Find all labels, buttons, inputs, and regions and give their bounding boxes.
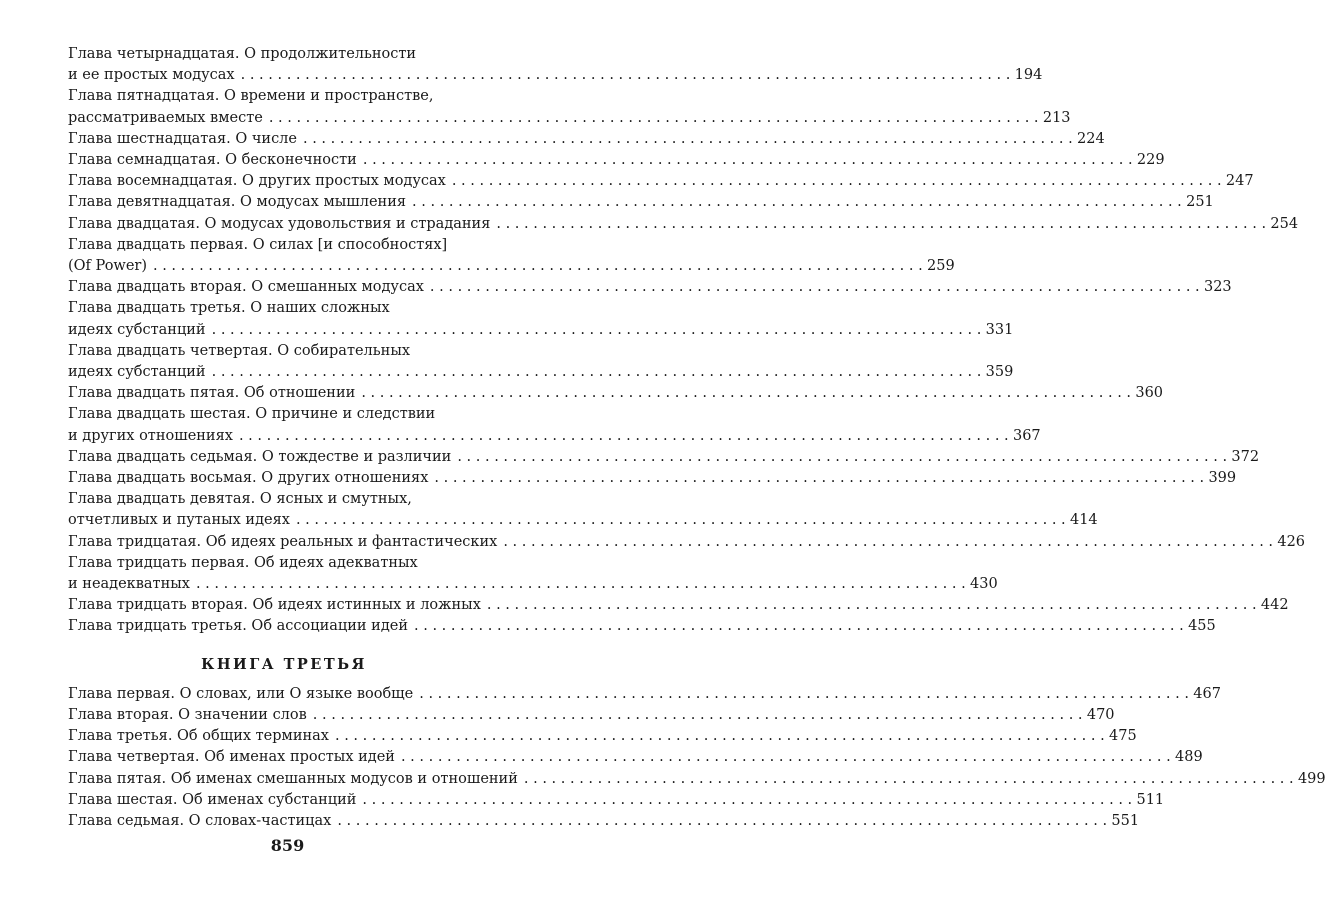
- toc-entry-page: 251: [1186, 194, 1214, 211]
- dot-leader: [153, 256, 923, 277]
- toc-entry-title: Глава двадцать шестая. О причине и следствии: [68, 406, 436, 423]
- toc-entry-page: 194: [1014, 67, 1043, 84]
- toc-entry-line: [68, 684, 1221, 705]
- dot-leader: [313, 705, 1083, 726]
- toc-entry-title: Глава двадцатая. О модусах удовольствия и страдания: [68, 215, 491, 232]
- toc-entry[interactable]: [68, 811, 1140, 832]
- dot-leader: [430, 277, 1200, 298]
- toc-entry-page: 511: [1136, 791, 1165, 808]
- toc-entry-line: [68, 574, 998, 595]
- dot-leader: [524, 769, 1294, 790]
- toc-entry-title: Глава двадцать девятая. О ясных и смутных,: [68, 491, 412, 508]
- toc-entry-line: [68, 510, 1098, 531]
- toc-entry-page: 367: [1012, 427, 1041, 444]
- toc-entry-line: [68, 235, 500, 256]
- page-number: 859: [270, 836, 305, 855]
- toc-entry-line: [68, 192, 1214, 213]
- dot-leader: [362, 790, 1132, 811]
- toc-entry-title: рассматриваемых вместе: [68, 109, 263, 126]
- toc-entry-title: идеях субстанций: [68, 321, 206, 338]
- toc-entry-page: 489: [1175, 749, 1203, 766]
- toc-entry-title: Глава тридцать первая. Об идеях адекватных: [68, 554, 418, 571]
- toc-entry-line: [68, 468, 1237, 489]
- toc-entry-title: Глава четвертая. Об именах простых идей: [68, 749, 395, 766]
- dot-leader: [337, 811, 1107, 832]
- toc-entry-page: 359: [985, 364, 1014, 381]
- toc-entry-page: 224: [1077, 130, 1105, 147]
- toc-entry-line: [68, 447, 1260, 468]
- toc-entry-title: Глава двадцать седьмая. О тождестве и различии: [68, 448, 452, 465]
- toc-entry-line: [68, 171, 1254, 192]
- toc-entry-page: 254: [1270, 215, 1299, 232]
- toc-entry-title: и неадекватных: [68, 576, 190, 593]
- toc-entry-page: 455: [1188, 618, 1216, 635]
- toc-entry-title: (Of Power): [68, 258, 147, 275]
- toc-entry-title: Глава девятнадцатая. О модусах мышления: [68, 194, 407, 211]
- toc-entry[interactable]: [68, 532, 1306, 553]
- toc-entry-page: 259: [927, 258, 955, 275]
- toc-entry-title: Глава двадцать четвертая. О собирательных: [68, 342, 411, 359]
- dot-leader: [269, 108, 1039, 129]
- toc-entry[interactable]: [68, 726, 1137, 747]
- toc-entry-page: 467: [1193, 685, 1221, 702]
- toc-entry[interactable]: [68, 298, 1014, 340]
- toc-entry-page: 247: [1225, 173, 1254, 190]
- toc-entry-line: [68, 44, 500, 65]
- dot-leader: [487, 595, 1257, 616]
- toc-entry-line: [68, 298, 500, 319]
- toc-entry-title: Глава пятнадцатая. О времени и пространстве,: [68, 88, 434, 105]
- dot-leader: [419, 684, 1189, 705]
- toc-entry-title: Глава первая. О словах, или О языке вообще: [68, 685, 414, 702]
- dot-leader: [401, 747, 1171, 768]
- toc-entry-title: Глава восемнадцатая. О других простых модусах: [68, 173, 446, 190]
- toc-entry-page: 414: [1069, 512, 1098, 529]
- toc-entry-page: 229: [1136, 152, 1165, 169]
- dot-leader: [496, 214, 1266, 235]
- toc-entry[interactable]: [68, 341, 1014, 383]
- toc-entry-title: Глава четырнадцатая. О продолжительности: [68, 46, 417, 62]
- toc-entry-title: Глава пятая. Об именах смешанных модусов и отношений: [68, 770, 518, 787]
- toc-entry-page: 372: [1231, 448, 1260, 465]
- toc-entry-title: отчетливых и путаных идеях: [68, 512, 290, 529]
- toc-entry-line: [68, 769, 1326, 790]
- toc-entry-line: [68, 65, 1043, 86]
- toc-entry[interactable]: [68, 171, 1254, 192]
- toc-entry[interactable]: [68, 404, 1041, 446]
- toc-entry-page: 213: [1042, 109, 1071, 126]
- toc-entry-line: [68, 108, 1071, 129]
- toc-entry-title: Глава семнадцатая. О бесконечности: [68, 152, 357, 169]
- toc-entry-title: Глава седьмая. О словах-частицах: [68, 812, 332, 829]
- dot-leader: [452, 171, 1222, 192]
- toc-entry-title: Глава двадцать вторая. О смешанных модусах: [68, 279, 424, 296]
- dot-leader: [503, 532, 1273, 553]
- toc-entry-line: [68, 811, 1140, 832]
- toc-entry[interactable]: [68, 468, 1237, 489]
- toc-entry-page: 323: [1203, 279, 1232, 296]
- table-of-contents: [68, 44, 1326, 832]
- toc-entry-line: [68, 86, 500, 107]
- toc-entry-line: [68, 362, 1014, 383]
- toc-entry-line: [68, 277, 1232, 298]
- toc-entry[interactable]: [68, 235, 955, 277]
- toc-entry-title: Глава вторая. О значении слов: [68, 706, 307, 723]
- toc-entry-title: Глава шестая. Об именах субстанций: [68, 791, 357, 808]
- toc-entry[interactable]: [68, 129, 1105, 150]
- toc-entry-line: [68, 595, 1289, 616]
- toc-entry-page: 470: [1086, 706, 1115, 723]
- toc-entry-page: 426: [1277, 533, 1306, 550]
- toc-entry-title: Глава двадцать восьмая. О других отношениях: [68, 470, 429, 487]
- toc-entry[interactable]: [68, 616, 1216, 637]
- dot-leader: [303, 129, 1073, 150]
- toc-entry-line: [68, 214, 1299, 235]
- dot-leader: [212, 362, 982, 383]
- dot-leader: [434, 468, 1204, 489]
- toc-entry-line: [68, 341, 500, 362]
- toc-entry[interactable]: [68, 86, 1071, 128]
- dot-leader: [196, 574, 966, 595]
- toc-entry-line: [68, 489, 500, 510]
- toc-entry-line: [68, 426, 1041, 447]
- toc-entry-title: и ее простых модусах: [68, 67, 235, 84]
- dot-leader: [457, 447, 1227, 468]
- section-heading-book-three: КНИГА ТРЕТЬЯ: [201, 655, 367, 673]
- toc-entry-title: Глава двадцать первая. О силах [и способностях]: [68, 236, 448, 253]
- toc-entry-title: Глава шестнадцатая. О числе: [68, 130, 297, 147]
- dot-leader: [412, 192, 1182, 213]
- toc-entry[interactable]: [68, 44, 1043, 86]
- dot-leader: [296, 510, 1066, 531]
- dot-leader: [212, 320, 982, 341]
- toc-entry[interactable]: [68, 192, 1214, 213]
- toc-entry-title: Глава третья. Об общих терминах: [68, 728, 329, 745]
- toc-entry-line: [68, 256, 955, 277]
- toc-entry-page: 475: [1109, 728, 1137, 745]
- toc-entry-title: идеях субстанций: [68, 364, 206, 381]
- toc-entry-line: [68, 129, 1105, 150]
- toc-entry[interactable]: [68, 277, 1232, 298]
- toc-entry-line: [68, 383, 1164, 404]
- toc-entry[interactable]: [68, 747, 1203, 768]
- toc-entry-title: Глава тридцать вторая. Об идеях истинных и ложных: [68, 597, 481, 614]
- toc-entry-line: [68, 616, 1216, 637]
- toc-entry-line: [68, 404, 500, 425]
- toc-entry-page: 551: [1111, 812, 1140, 829]
- dot-leader: [361, 383, 1131, 404]
- toc-entry-line: [68, 553, 500, 574]
- toc-entry[interactable]: [68, 150, 1165, 171]
- toc-entry-page: 430: [970, 576, 998, 593]
- toc-list-book-two: [68, 44, 1306, 638]
- toc-entry[interactable]: [68, 684, 1221, 705]
- dot-leader: [363, 150, 1133, 171]
- toc-entry[interactable]: [68, 769, 1326, 790]
- toc-entry-title: Глава тридцать третья. Об ассоциации идей: [68, 618, 409, 635]
- toc-entry[interactable]: [68, 383, 1164, 404]
- toc-entry-page: 360: [1135, 385, 1164, 402]
- toc-entry-title: Глава тридцатая. Об идеях реальных и фантастических: [68, 533, 498, 550]
- toc-entry-page: 331: [985, 321, 1014, 338]
- toc-list-book-three: [68, 684, 1326, 832]
- toc-entry[interactable]: [68, 447, 1260, 468]
- toc-entry-line: [68, 726, 1137, 747]
- toc-entry-page: 442: [1260, 597, 1289, 614]
- toc-entry-title: Глава двадцать третья. О наших сложных: [68, 300, 390, 317]
- toc-entry-page: 399: [1208, 470, 1237, 487]
- dot-leader: [335, 726, 1105, 747]
- dot-leader: [239, 426, 1009, 447]
- toc-entry-line: [68, 532, 1306, 553]
- toc-entry-line: [68, 150, 1165, 171]
- toc-entry[interactable]: [68, 214, 1299, 235]
- dot-leader: [414, 616, 1184, 637]
- toc-entry[interactable]: [68, 705, 1115, 726]
- toc-entry-line: [68, 320, 1014, 341]
- toc-entry-page: 499: [1297, 770, 1326, 787]
- toc-entry-title: Глава двадцать пятая. Об отношении: [68, 385, 356, 402]
- dot-leader: [241, 65, 1011, 86]
- toc-entry-line: [68, 747, 1203, 768]
- toc-entry[interactable]: [68, 553, 998, 595]
- toc-entry-title: и других отношениях: [68, 427, 233, 444]
- toc-entry[interactable]: [68, 595, 1289, 616]
- toc-entry[interactable]: [68, 489, 1098, 531]
- toc-entry-line: [68, 790, 1165, 811]
- toc-entry-line: [68, 705, 1115, 726]
- toc-entry[interactable]: [68, 790, 1165, 811]
